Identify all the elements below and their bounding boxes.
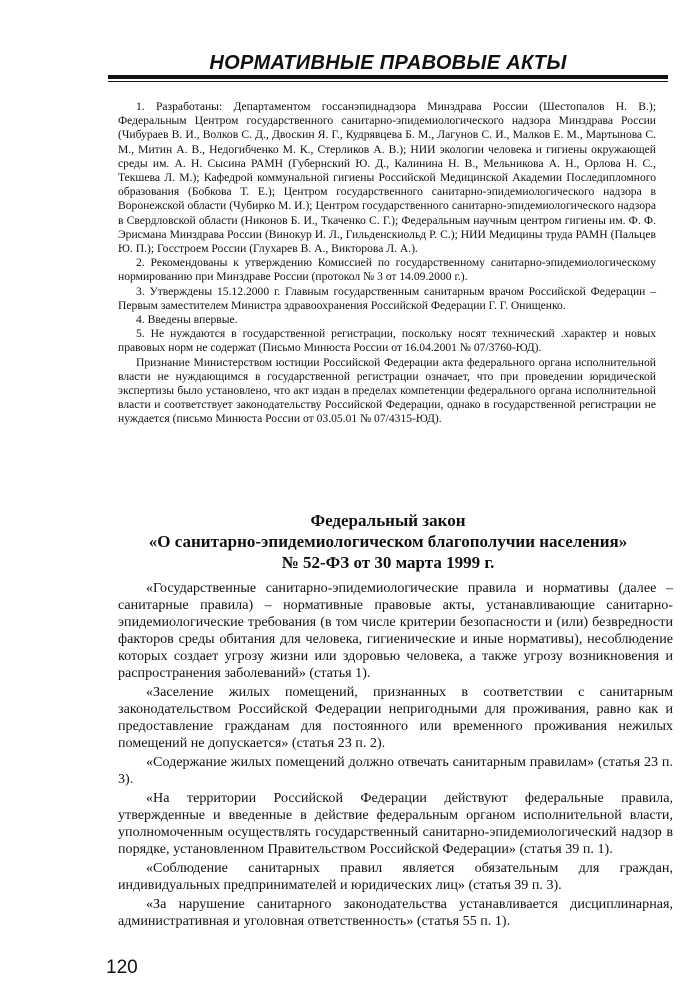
note-4-introduced: 4. Введены впервые. xyxy=(136,313,238,327)
header-rule-thin xyxy=(108,81,668,82)
note-3-approved: 3. Утверждены 15.12.2000 г. Главным государственным санитарным врачом Российской Федерации – Первым заместителем Министра здравоохранения Российской Федерации Г. Г. Онищенко. xyxy=(118,284,656,312)
law-title xyxy=(108,510,668,573)
law-title-line-3: № 52-ФЗ от 30 марта 1999 г. xyxy=(281,553,495,572)
note-1-developers: 1. Разработаны: Департаментом госсанэпиднадзора Минздрава России (Шестопалов Н. В.); Федеральным Центром государственного санитарно-эпидемиологического надзора Минздрава России (Чибураев В. И., Волков С. Д., Двоскин Я. Г., Кудрявцева Б. М., Лагунов С. И., Малков Е. М., Мартынова С. М., Митин А. В., Недогибченко М. К., Стерликов А. В.); НИИ экологии человека и гигиены окружающей среды им. А. Н. Сысина РАМН (Губернский Ю. Д., Калинина Н. В., Мельникова А. Н., Орлова Н. С., Текшева Л. М.); Кафедрой коммунальной гигиены Российской Медицинской Академии Последипломного образования (Бобкова Т. Е.); Центром государственного санитарно-эпидемиологического надзора в Воронежской области (Чубирко М. И.); Центром государственного санитарно-эпидемиологического надзора в Свердловской области (Никонов Б. И., Ткаченко С. Г.); Федеральным научным центром гигиены им. Ф. Ф. Эрисмана Минздрава России (Винокур И. Л., Гильденскиольд Р. С.); НИИ Медицины труда РАМН (Пальцев Ю. П.); Госстроем России (Глухарев В. А., Викторова Л. А.). xyxy=(118,100,656,256)
law-quotes xyxy=(118,580,673,932)
quote-article-23-p3: «Содержание жилых помещений должно отвечать санитарным правилам» (статья 23 п. 3). xyxy=(118,754,673,787)
running-header: НОРМАТИВНЫЕ ПРАВОВЫЕ АКТЫ xyxy=(209,52,567,74)
law-title-line-2: «О санитарно-эпидемиологическом благополучии населения» xyxy=(148,532,628,551)
note-ministry-of-justice: Признание Министерством юстиции Российской Федерации акта федерального органа исполнительной власти не нуждающимся в государственной регистрации означает, что при проведении юридической экспертизы было установлено, что акт издан в пределах компетенции федерального органа исполнительной власти и соответствует законодательству Российской Федерации, однако в государственной регистрации не нуждается (письмо Минюста России от 03.05.01 № 07/4315-ЮД). xyxy=(118,355,656,426)
quote-article-55-p1: «За нарушение санитарного законодательства устанавливается дисциплинарная, административная и уголовная ответственность» (статья 55 п. 1). xyxy=(118,896,673,929)
header-rule-thick xyxy=(108,75,668,79)
document-notes xyxy=(118,100,656,427)
page-number: 120 xyxy=(106,957,138,978)
note-5-registration: 5. Не нуждаются в государственной регистрации, поскольку носят технический .характер и новых правовых норм не содержат (Письмо Минюста России от 16.04.2001 № 07/3760-ЮД). xyxy=(118,327,656,355)
quote-article-1: «Государственные санитарно-эпидемиологические правила и нормативы (далее – санитарные правила) – нормативные правовые акты, устанавливающие санитарно-эпидемиологические требования (в том числе критерии безопасности и (или) безвредности факторов среды обитания для человека, гигиенические и иные нормативы), несоблюдение которых создает угрозу жизни или здоровью человека, а также угрозу возникновения и распространения заболеваний» (статья 1). xyxy=(118,580,673,681)
law-title-line-1: Федеральный закон xyxy=(310,511,466,530)
quote-article-39-p1: «На территории Российской Федерации действуют федеральные правила, утвержденные и введенные в действие федеральным органом исполнительной власти, уполномоченным осуществлять государственный санитарно-эпидемиологический надзор в порядке, установленном Правительством Российской Федерации» (статья 39 п. 1). xyxy=(118,790,673,857)
quote-article-23-p2: «Заселение жилых помещений, признанных в соответствии с санитарным законодательством Российской Федерации непригодными для проживания, равно как и предоставление гражданам для постоянного или временного проживания нежилых помещений не допускается» (статья 23 п. 2). xyxy=(118,684,673,751)
quote-article-39-p3: «Соблюдение санитарных правил является обязательным для граждан, индивидуальных предпринимателей и юридических лиц» (статья 39 п. 3). xyxy=(118,860,673,893)
note-2-recommended: 2. Рекомендованы к утверждению Комиссией по государственному санитарно-эпидемиологическому нормированию при Минздраве России (протокол № 3 от 14.09.2000 г.). xyxy=(118,256,656,284)
